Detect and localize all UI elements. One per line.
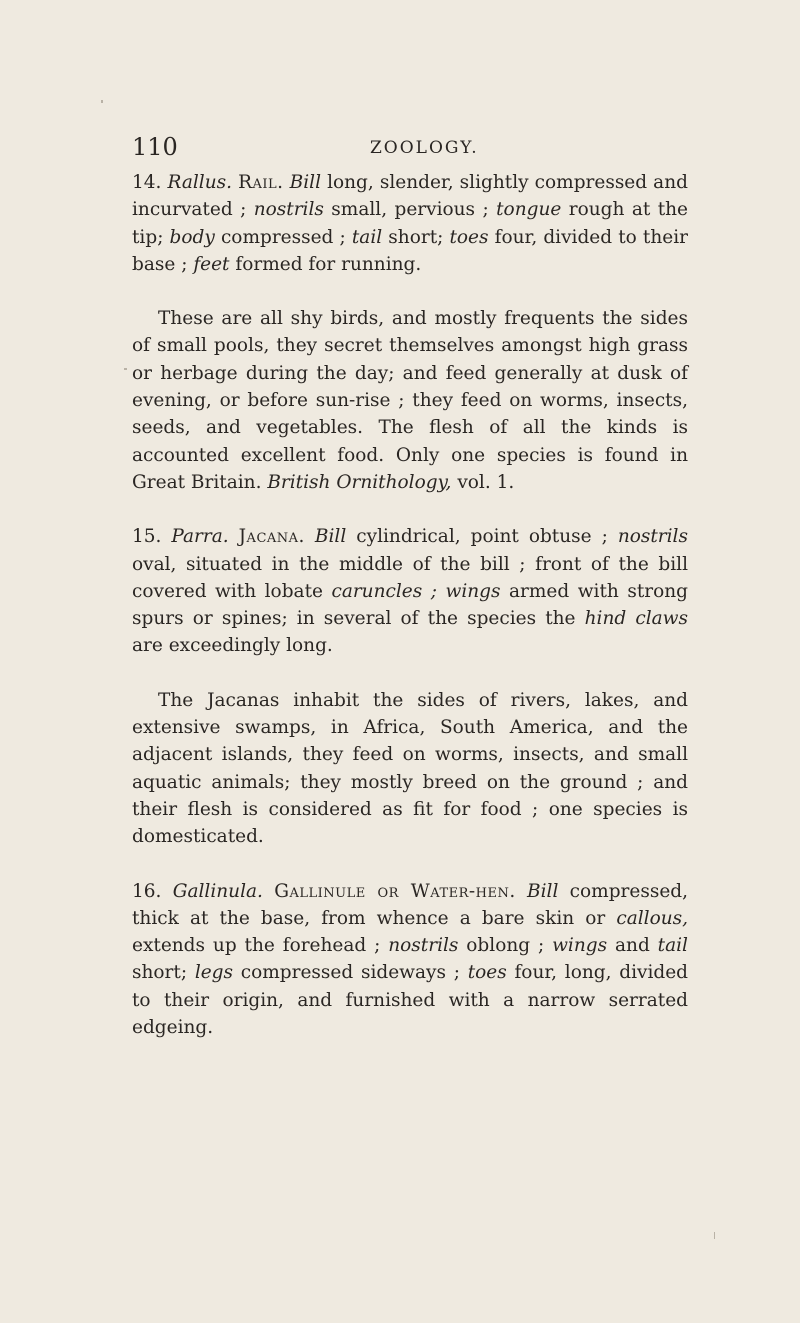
- italic-term: Bill: [314, 526, 347, 548]
- note-text: The Jacanas inhabit the sides of rivers, lakes, and extensive swamps, in Africa, South America, and the adjacent islands, they feed on worms, insects, and small aquatic animals; they mostly breed on the ground ; and their flesh is considered as fit for food ; one species is domesticated.: [132, 689, 688, 848]
- entry-note: [132, 305, 688, 496]
- paragraph-gap: [132, 278, 688, 305]
- italic-term: feet: [193, 253, 230, 275]
- italic-term: caruncles ;: [331, 580, 437, 602]
- common-name: Gallinule or Water-hen.: [274, 880, 516, 902]
- genus-entry: [132, 523, 688, 659]
- italic-term: wings: [552, 935, 608, 957]
- running-head: ZOOLOGY.: [370, 138, 479, 158]
- entry-number: 15.: [132, 526, 172, 548]
- paragraph-gap: [132, 496, 688, 523]
- italic-term: hind claws: [584, 608, 688, 630]
- genus-entry: [132, 169, 688, 278]
- entry-text: four, divided to their base ;: [132, 226, 688, 275]
- entry-text: extends up the forehead ;: [132, 935, 389, 957]
- genus-name: Parra.: [171, 526, 229, 548]
- entry-text: [437, 581, 446, 602]
- entry-text: compressed, thick at the base, from whence a bare skin or: [132, 880, 689, 929]
- entry-note: [132, 687, 688, 851]
- common-name: Rail.: [238, 172, 284, 193]
- entry-text: armed with strong spurs or spines; in several of the species the: [132, 580, 688, 630]
- paragraph-gap: [132, 660, 688, 687]
- italic-term: wings: [445, 580, 501, 602]
- entry-text: compressed sideways ;: [233, 962, 468, 984]
- italic-term: tongue: [496, 199, 562, 221]
- common-name: Jacana.: [238, 526, 305, 548]
- entry-number: 14.: [132, 172, 168, 193]
- italic-term: toes: [467, 962, 507, 984]
- entry-text: rough at the tip;: [132, 199, 688, 248]
- entry-text: oblong ;: [458, 935, 553, 957]
- italic-term: body: [169, 226, 215, 248]
- genus-entry: [132, 878, 688, 1042]
- note-text: These are all shy birds, and mostly frequents the sides of small pools, they secret themselves amongst high grass or herbage during the day; and feed generally at dusk of evening, or before sun-rise ; they feed on worms, insects, seeds, and vegetables. The flesh of all the kinds is accounted excellent food. Only one species is found in Great Britain.: [132, 308, 688, 493]
- italic-term: tail: [351, 226, 383, 248]
- entry-number: 16.: [132, 880, 173, 902]
- entry-text: compressed ;: [214, 226, 352, 248]
- paper-speck: [101, 100, 103, 103]
- italic-term: British Ornithology,: [267, 471, 452, 493]
- italic-term: callous,: [616, 907, 688, 929]
- italic-term: nostrils: [253, 199, 324, 221]
- paper-speck: [714, 1232, 715, 1239]
- entry-text: short;: [132, 962, 195, 984]
- entry-text: short;: [382, 226, 450, 248]
- entry-text: cylindrical, point obtuse ;: [346, 526, 618, 548]
- page-number: 110: [132, 133, 178, 161]
- genus-name: Gallinula.: [172, 880, 263, 902]
- entry-text: small, pervious ;: [323, 199, 497, 221]
- entry-text: are exceedingly long.: [132, 635, 333, 657]
- italic-term: Bill: [289, 172, 321, 193]
- page-header: [132, 133, 682, 163]
- paragraph-gap: [132, 851, 688, 878]
- entry-text: long, slender, slightly compressed and incurvated ;: [132, 172, 688, 221]
- page-body: [132, 169, 688, 1041]
- italic-term: nostrils: [388, 935, 459, 957]
- note-text: vol. 1.: [451, 471, 515, 493]
- entry-text: formed for running.: [229, 253, 422, 275]
- genus-name: Rallus.: [167, 172, 233, 193]
- italic-term: nostrils: [617, 526, 688, 548]
- italic-term: tail: [657, 935, 688, 957]
- entry-text: four, long, divided to their origin, and furnished with a narrow serrated edgeing.: [132, 962, 688, 1039]
- entry-text: oval, situated in the middle of the bill ; front of the bill covered with lobate: [132, 553, 688, 602]
- italic-term: legs: [194, 962, 234, 984]
- entry-text: and: [607, 935, 658, 957]
- italic-term: Bill: [527, 880, 559, 902]
- italic-term: toes: [449, 226, 489, 248]
- paper-speck: [124, 368, 127, 370]
